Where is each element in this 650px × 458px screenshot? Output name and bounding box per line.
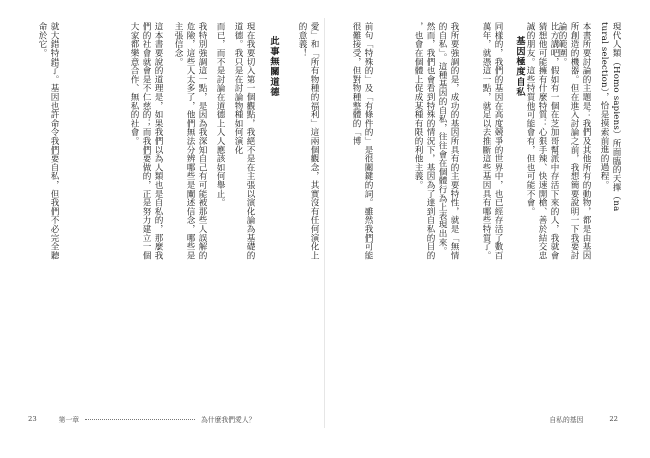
right-paragraph-4: 同樣的，我們的基因在高度競爭的世界中，也已經存活了數百 萬年，就憑這一點，就足以去推斷這些基因具有哪些特質了。 <box>481 22 503 260</box>
left-page-footer <box>28 414 255 424</box>
left-paragraph-1: 愛」和「所有物種的福利」這兩個觀念，其實沒有任何演化上 的意義！ <box>297 22 319 260</box>
footer-dotted-rule <box>85 419 195 420</box>
right-section-heading: 基因極度自私 <box>514 36 525 98</box>
right-paragraph-2: 本書所要討論的主題是：我們及其他所有的動物，都是由基因 所創造的機器。但在進入討論之前，我想簡要說明一下我要討 論的範圍。 <box>557 22 591 260</box>
left-section-heading: 此事無關道德 <box>268 36 279 98</box>
page-gutter <box>324 18 325 428</box>
left-running-title: 為什麼我們愛人？ <box>201 416 256 424</box>
right-paragraph-1: 現代人類（Homo sapiens）所面臨的天擇（na tural selection），恰是摸索前進的過程。 <box>599 22 621 212</box>
left-paragraph-6: 就大錯特錯了。基因也許命令我們要自私，但我們不必完全聽 命於它。 <box>37 22 59 260</box>
left-page <box>28 22 324 458</box>
left-page-number: 23 <box>28 415 37 423</box>
right-paragraph-6: 前句「特殊的」及「有條件的」是很關鍵的詞。雖然我們可能 很難接受，但對物種整體的「博 <box>351 22 373 260</box>
right-page-number: 22 <box>609 415 618 423</box>
left-paragraph-4: 我特別強調這一點，是因為我深知自己有可能被那些人誤解的 危險，這些人太多了，他們無法分辨哪些是闡述信念，哪些是 主張信念。 <box>173 22 207 260</box>
right-page-footer <box>549 414 618 424</box>
left-paragraph-5: 這本書要說的道理是，如果我們以為人類也是自私的，那麼我 們的社會就會是不仁慈的；而我們要做的，正是努力建立一個 大家都樂意合作、無私的社會。 <box>129 22 163 260</box>
right-paragraph-5: 我所要強調的是，成功的基因所具有的主要特性，就是「無情 的自私」。這種基因的自私，往往會在個體行為上表現出來。 然而，我們也會看到特殊的情況下，基因為了達到自私的目的 ，也會在個體上促成某種有限的利他主義。 <box>413 22 459 260</box>
left-chapter-label: 第一章 <box>58 416 80 424</box>
right-running-title: 自私的基因 <box>549 416 584 424</box>
right-paragraph-3: 比方講吧，假如有一個在芝加哥幫派中存活下來的人，我就會 猜想他可能擁有什麼特質：心狠手辣、快速開槍、善於結交忠 誠的朋友。這些特質他可能會有，但也可能不會。 <box>525 22 559 260</box>
right-page <box>330 22 626 458</box>
left-paragraph-2: 現在我要切入第一個觀點，我絕不是在主張以演化論為基礎的 道德。我只是在討論物種如何演化 <box>233 22 255 260</box>
left-paragraph-3: 而已，而不是討論在道德上人人應該如何舉止。 <box>215 22 225 207</box>
